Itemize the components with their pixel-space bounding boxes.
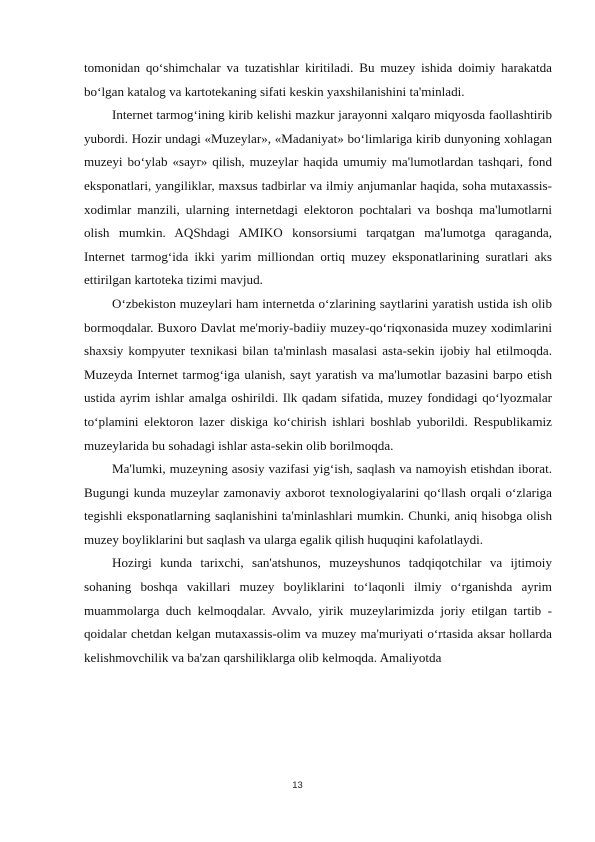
page-number: 13 bbox=[292, 780, 303, 791]
paragraph-1: tomonidan qo‘shimchalar va tuzatishlar kiritiladi. Bu muzey ishida doimiy harakatda bo‘lgan katalog va kartotekaning sifati keskin yaxshilanishini ta'minladi. bbox=[84, 60, 552, 99]
body-text bbox=[84, 56, 552, 669]
paragraph-5: Hozirgi kunda tarixchi, san'atshunos, muzeyshunos tadqiqotchilar va ijtimoiy sohaning boshqa vakillari muzey boyliklarini to‘laqonli ilmiy o‘rganishda ayrim muammolarga duch kelmoqdalar. Avvalo, yirik muzeylarimizda joriy etilgan tartib - qoidalar chetdan kelgan mutaxassis-olim va muzey ma'muriyati o‘rtasida aksar hollarda kelishmovchilik va ba'zan qarshiliklarga olib kelmoqda. Amaliyotda bbox=[84, 555, 552, 665]
paragraph-3: O‘zbekiston muzeylari ham internetda o‘zlarining saytlarini yaratish ustida ish olib bormoqdalar. Buxoro Davlat me'moriy-badiiy muzey-qo‘riqxonasida muzey xodimlarini shaxsiy kompyuter texnikasi bilan ta'minlash masalasi asta-sekin ijobiy hal etilmoqda. Muzeyda Internet tarmog‘iga ulanish, sayt yaratish va ma'lumotlar bazasini barpo etish ustida ayrim ishlar amalga oshirildi. Ilk qadam sifatida, muzey fondidagi qo‘lyozmalar to‘plamini elektoron lazer diskiga ko‘chirish ishlari boshlab yuborildi. Respublikamiz muzeylarida bu sohadagi ishlar asta-sekin olib borilmoqda. bbox=[84, 295, 552, 453]
paragraph-2: Internet tarmog‘ining kirib kelishi mazkur jarayonni xalqaro miqyosda faollashtirib yubordi. Hozir undagi «Muzeylar», «Madaniyat» bo‘limlariga kirib dunyoning xohlagan muzeyi bo‘ylab «sayr» qilish, muzeylar haqida umumiy ma'lumotlardan tashqari, fond eksponatlari, yangiliklar, maxsus tadbirlar va ilmiy anjumanlar haqida, soha mutaxassis-xodimlar manzili, ularning internetdagi elektoron pochtalari va boshqa ma'lumotlarni olish mumkin. AQShdagi AMIKO konsorsiumi tarqatgan ma'lumotga qaraganda, Internet tarmog‘ida ikki yarim milliondan ortiq muzey eksponatlarining suratlari aks ettirilgan kartoteka tizimi mavjud. bbox=[84, 107, 552, 288]
paragraph-4: Ma'lumki, muzeyning asosiy vazifasi yig‘ish, saqlash va namoyish etishdan iborat. Bugungi kunda muzeylar zamonaviy axborot texnologiyalarini qo‘llash orqali o‘zlariga tegishli eksponatlarning saqlanishini ta'minlashlari mumkin. Chunki, aniq hisobga olish muzey boyliklarini but saqlash va ularga egalik qilish huquqini kafolatlaydi. bbox=[84, 461, 552, 547]
